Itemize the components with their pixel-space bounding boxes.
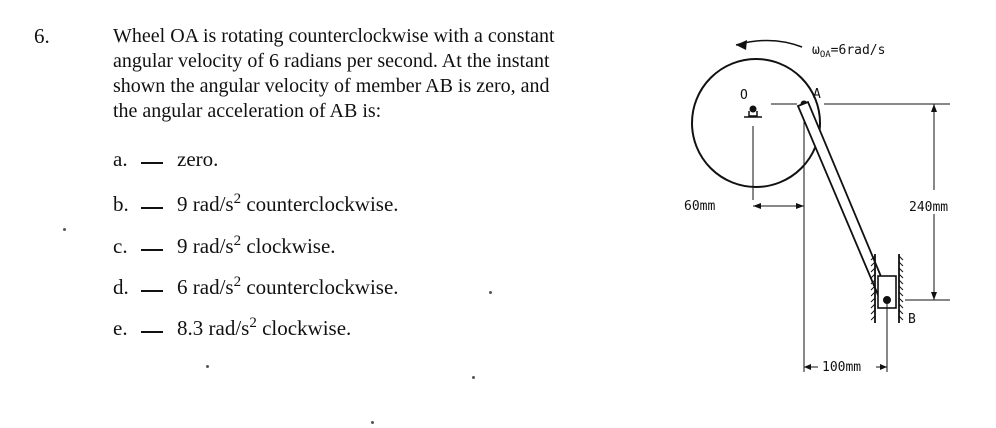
dim-60-label: 60mm <box>684 199 716 214</box>
dim-100-arrow-right-icon <box>880 364 887 370</box>
dim-100-arrow-left-icon <box>804 364 811 370</box>
choice-d-letter: d. <box>113 275 129 299</box>
choice-d-exponent: 2 <box>233 274 242 290</box>
omega-arrowhead-icon <box>736 40 747 50</box>
label-a: A <box>813 87 821 102</box>
choice-a-letter: a. <box>113 147 128 171</box>
choice-c-exponent: 2 <box>233 233 242 249</box>
pin-b <box>883 296 891 304</box>
choice-d-value: 6 <box>177 275 188 299</box>
choice-d-unit: rad/s <box>192 275 234 299</box>
question-line-3: shown the angular velocity of member AB is zero, and <box>113 75 550 97</box>
dim-100-label: 100mm <box>822 360 862 375</box>
choice-b-direction: counterclockwise. <box>246 192 399 216</box>
choice-c-direction: clockwise. <box>246 234 336 258</box>
choice-b-exponent: 2 <box>233 191 242 207</box>
choice-e-exponent: 2 <box>249 315 257 331</box>
member-ab <box>798 102 890 302</box>
dim-240-arrow-up-icon <box>931 104 937 112</box>
dim-240-label: 240mm <box>909 200 949 215</box>
question-line-2: angular velocity of 6 radians per second. At the instant <box>113 50 550 72</box>
question-line-1: Wheel OA is rotating counterclockwise with a constant <box>113 25 555 47</box>
choice-e-direction: clockwise. <box>262 316 352 340</box>
dim-240-arrow-down-icon <box>931 292 937 300</box>
choice-a-text: zero. <box>177 147 219 171</box>
omega-label: $\omega_{OA}=6rad/s$ <box>812 43 886 60</box>
dim-60-arrow-right-icon <box>796 203 804 209</box>
label-b: B <box>908 312 916 327</box>
choice-c-value: 9 <box>177 234 188 258</box>
choice-d-direction: counterclockwise. <box>246 275 399 299</box>
choice-b-letter: b. <box>113 192 129 216</box>
pin-o <box>750 106 757 113</box>
choice-b-unit: rad/s <box>192 192 234 216</box>
choice-e-letter: e. <box>113 316 128 340</box>
choice-c-unit: rad/s <box>192 234 234 258</box>
choice-e-value: 8.3 <box>177 316 204 340</box>
choice-b-value: 9 <box>177 192 188 216</box>
choice-c-letter: c. <box>113 234 128 258</box>
question-number: 6. <box>34 24 50 48</box>
dim-60-arrow-left-icon <box>753 203 761 209</box>
choice-e-unit: rad/s <box>208 316 250 340</box>
question-line-4: the angular acceleration of AB is: <box>113 100 382 122</box>
wheel <box>692 59 820 187</box>
label-o: O <box>740 88 748 103</box>
